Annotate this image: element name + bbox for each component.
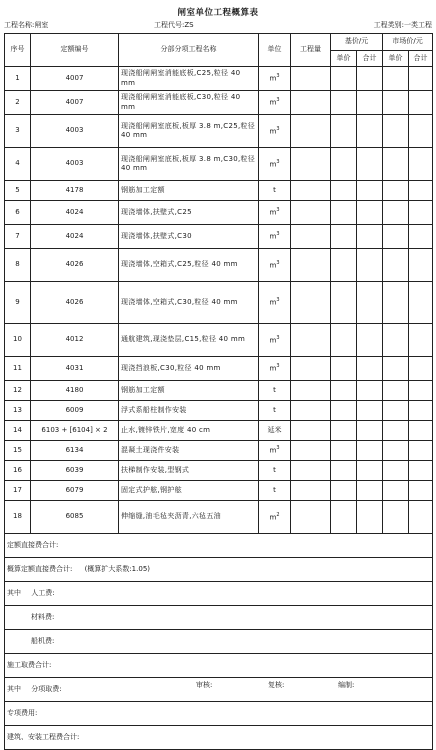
expand-factor: (概算扩大系数:1.05) [84,564,150,573]
row-base-total [357,461,383,481]
row-quota: 6103 + [6104] × 2 [31,421,119,441]
subcontract-label: 分项取费: [31,684,62,693]
unit-text: 延米 [267,425,282,434]
row-market-unit-price [383,421,409,441]
compile-label: 编制: [338,681,355,689]
row-base-total [357,148,383,181]
footer-material: 材料费: [5,606,433,630]
page-title: 闸室单位工程概算表 [177,8,259,18]
row-quota: 4180 [31,381,119,401]
row-base-unit-price [331,421,357,441]
header-unit: 单位 [259,34,291,67]
row-base-unit-price [331,148,357,181]
row-unit [259,357,291,381]
row-base-total [357,357,383,381]
row-qty [291,501,331,534]
row-qty [291,115,331,148]
unit-exponent: 3 [276,207,280,214]
header-quota: 定额编号 [31,34,119,67]
row-market-total [409,181,433,201]
check-label: 复核: [268,681,285,689]
row-name: 固定式护舷,钢护舷 [119,481,259,501]
footer-labor [5,582,433,606]
row-base-unit-price [331,115,357,148]
row-seq: 8 [5,249,31,282]
row-market-unit-price [383,148,409,181]
row-quota: 4024 [31,225,119,249]
row-market-unit-price [383,181,409,201]
row-base-total [357,282,383,324]
row-base-unit-price [331,91,357,115]
row-seq: 1 [5,67,31,91]
row-unit [259,181,291,201]
estimate-table [4,33,433,750]
row-unit [259,501,291,534]
row-base-total [357,481,383,501]
row-name: 现浇挡浪板,C30,粒径 40 mm [119,357,259,381]
row-qty [291,67,331,91]
row-seq: 16 [5,461,31,481]
row-base-total [357,225,383,249]
row-base-unit-price [331,381,357,401]
footer-ship-machine: 船机费: [5,630,433,654]
unit-text: m [269,260,277,269]
row-unit [259,441,291,461]
project-code: 工程代号:ZS [154,21,194,29]
row-qty [291,181,331,201]
row-seq: 10 [5,324,31,357]
unit-text: m [269,364,277,373]
table-row [5,381,433,401]
header-market-total: 合计 [409,51,433,67]
row-market-unit-price [383,324,409,357]
row-qty [291,481,331,501]
table-row [5,324,433,357]
row-market-total [409,357,433,381]
row-base-unit-price [331,324,357,357]
row-market-unit-price [383,357,409,381]
project-type: 工程类别:一类工程 [373,21,432,29]
row-seq: 13 [5,401,31,421]
unit-text: t [273,465,276,474]
row-qty [291,324,331,357]
row-market-unit-price [383,67,409,91]
footer-build-install-total: 建筑、安装工程费合计: [5,726,433,750]
row-name: 止水,镀锌铁片,宽度 40 cm [119,421,259,441]
row-market-unit-price [383,201,409,225]
row-market-total [409,381,433,401]
row-base-unit-price [331,225,357,249]
row-name: 现浇船闸闸室消能底板,C25,粒径 40 mm [119,67,259,91]
row-unit [259,421,291,441]
row-name: 钢筋加工定额 [119,381,259,401]
table-row [5,357,433,381]
unit-text: m [269,98,277,107]
row-quota: 6039 [31,461,119,481]
row-base-unit-price [331,481,357,501]
unit-exponent: 3 [276,445,280,452]
of-which-label-2: 其中 [7,684,21,693]
row-seq: 14 [5,421,31,441]
table-row [5,421,433,441]
row-name: 混凝土现浇件安装 [119,441,259,461]
row-base-unit-price [331,282,357,324]
row-market-total [409,67,433,91]
table-row [5,441,433,461]
project-name: 工程名称:闸室 [4,21,49,29]
row-base-unit-price [331,441,357,461]
row-name: 扶梯制作安装,型钢式 [119,461,259,481]
row-qty [291,225,331,249]
row-unit [259,148,291,181]
row-base-unit-price [331,461,357,481]
row-market-total [409,148,433,181]
unit-text: m [269,126,277,135]
row-quota: 6134 [31,441,119,461]
row-market-total [409,91,433,115]
row-seq: 7 [5,225,31,249]
row-base-unit-price [331,501,357,534]
row-unit [259,115,291,148]
table-row [5,148,433,181]
row-seq: 4 [5,148,31,181]
row-quota: 4031 [31,357,119,381]
labor-label: 人工费: [31,588,55,597]
unit-exponent: 3 [276,158,280,165]
row-qty [291,91,331,115]
row-base-total [357,181,383,201]
table-row [5,181,433,201]
row-quota: 6009 [31,401,119,421]
row-quota: 4026 [31,249,119,282]
unit-text: m [269,159,277,168]
unit-text: m [269,232,277,241]
unit-exponent: 3 [276,73,280,80]
row-market-total [409,282,433,324]
row-market-unit-price [383,501,409,534]
unit-text: m [269,512,277,521]
row-name: 现浇船闸闸室消能底板,C30,粒径 40 mm [119,91,259,115]
row-market-total [409,441,433,461]
of-which-label: 其中 [7,588,21,597]
table-row [5,67,433,91]
row-market-total [409,421,433,441]
unit-text: t [273,485,276,494]
unit-text: m [269,208,277,217]
row-seq: 15 [5,441,31,461]
row-seq: 17 [5,481,31,501]
row-market-total [409,115,433,148]
row-unit [259,225,291,249]
header-market-price: 市场价/元 [383,34,433,51]
header-name: 分部分项工程名称 [119,34,259,67]
unit-exponent: 3 [276,363,280,370]
table-row [5,282,433,324]
unit-text: m [269,446,277,455]
row-name: 现浇墙体,扶壁式,C30 [119,225,259,249]
row-market-total [409,201,433,225]
row-quota: 4026 [31,282,119,324]
unit-text: t [273,385,276,394]
row-name: 现浇船闸闸室底板,板厚 3.8 m,C30,粒径 40 mm [119,148,259,181]
row-base-total [357,91,383,115]
row-base-unit-price [331,249,357,282]
row-quota: 4178 [31,181,119,201]
estimate-direct-label: 概算定额直接费合计: [7,564,73,573]
row-market-total [409,501,433,534]
row-market-total [409,481,433,501]
row-quota: 4003 [31,148,119,181]
row-name: 通航建筑,现浇垫层,C15,粒径 40 mm [119,324,259,357]
row-unit [259,461,291,481]
footer-estimate-direct-total [5,558,433,582]
unit-exponent: 3 [276,231,280,238]
header-seq: 序号 [5,34,31,67]
row-base-total [357,67,383,91]
row-quota: 4007 [31,91,119,115]
row-seq: 9 [5,282,31,324]
row-seq: 6 [5,201,31,225]
unit-text: m [269,298,277,307]
row-name: 钢筋加工定额 [119,181,259,201]
footer-construction-fee: 施工取费合计: [5,654,433,678]
table-body [5,67,433,534]
row-qty [291,249,331,282]
row-unit [259,201,291,225]
row-unit [259,401,291,421]
unit-exponent: 3 [276,259,280,266]
unit-text: m [269,74,277,83]
row-market-unit-price [383,249,409,282]
row-qty [291,401,331,421]
row-name: 伸缩缝,油毛毡夹沥青,六毡五油 [119,501,259,534]
footer-special: 专项费用: [5,702,433,726]
row-base-total [357,421,383,441]
row-market-unit-price [383,401,409,421]
row-unit [259,282,291,324]
row-name: 现浇墙体,空箱式,C25,粒径 40 mm [119,249,259,282]
header-base-price: 基价/元 [331,34,383,51]
row-market-total [409,249,433,282]
header-market-unit-price: 单价 [383,51,409,67]
row-qty [291,201,331,225]
row-market-total [409,461,433,481]
table-row [5,201,433,225]
row-quota: 6085 [31,501,119,534]
row-market-unit-price [383,441,409,461]
unit-text: t [273,405,276,414]
review-label: 审核: [196,681,213,689]
row-name: 浮式系船柱制作安装 [119,401,259,421]
unit-exponent: 3 [276,334,280,341]
row-seq: 2 [5,91,31,115]
footer-direct-total: 定额直接费合计: [5,534,433,558]
row-market-unit-price [383,461,409,481]
row-quota: 4007 [31,67,119,91]
row-unit [259,91,291,115]
row-base-total [357,324,383,357]
row-seq: 11 [5,357,31,381]
header-base-total: 合计 [357,51,383,67]
table-row [5,461,433,481]
row-base-total [357,381,383,401]
row-base-total [357,249,383,282]
row-qty [291,421,331,441]
unit-exponent: 3 [276,97,280,104]
row-market-unit-price [383,381,409,401]
header-base-unit-price: 单价 [331,51,357,67]
row-market-total [409,225,433,249]
row-market-total [409,324,433,357]
table-row [5,501,433,534]
row-qty [291,461,331,481]
row-market-unit-price [383,481,409,501]
row-qty [291,441,331,461]
row-qty [291,357,331,381]
row-name: 现浇墙体,空箱式,C30,粒径 40 mm [119,282,259,324]
row-seq: 12 [5,381,31,401]
row-seq: 18 [5,501,31,534]
row-name: 现浇墙体,扶壁式,C25 [119,201,259,225]
row-market-unit-price [383,115,409,148]
row-unit [259,381,291,401]
row-unit [259,67,291,91]
row-qty [291,381,331,401]
row-base-total [357,501,383,534]
table-row [5,115,433,148]
table-row [5,481,433,501]
row-base-total [357,441,383,461]
table-row [5,225,433,249]
row-market-total [409,401,433,421]
row-base-unit-price [331,201,357,225]
table-footer [5,534,433,750]
row-unit [259,249,291,282]
row-base-unit-price [331,401,357,421]
row-base-unit-price [331,67,357,91]
table-row [5,401,433,421]
row-name: 现浇船闸闸室底板,板厚 3.8 m,C25,粒径 40 mm [119,115,259,148]
row-base-total [357,201,383,225]
row-seq: 3 [5,115,31,148]
signature-line [0,680,436,692]
table-row [5,91,433,115]
header-qty: 工程量 [291,34,331,67]
row-quota: 4024 [31,201,119,225]
row-market-unit-price [383,282,409,324]
row-quota: 4003 [31,115,119,148]
unit-text: m [269,335,277,344]
row-quota: 6079 [31,481,119,501]
row-seq: 5 [5,181,31,201]
row-base-unit-price [331,357,357,381]
row-unit [259,324,291,357]
row-unit [259,481,291,501]
row-market-unit-price [383,225,409,249]
meta-line [4,20,432,32]
row-quota: 4012 [31,324,119,357]
row-base-total [357,401,383,421]
unit-exponent: 2 [276,511,280,518]
row-market-unit-price [383,91,409,115]
unit-text: t [273,185,276,194]
table-row [5,249,433,282]
unit-exponent: 3 [276,297,280,304]
row-qty [291,282,331,324]
row-qty [291,148,331,181]
row-base-unit-price [331,181,357,201]
unit-exponent: 3 [276,125,280,132]
row-base-total [357,115,383,148]
